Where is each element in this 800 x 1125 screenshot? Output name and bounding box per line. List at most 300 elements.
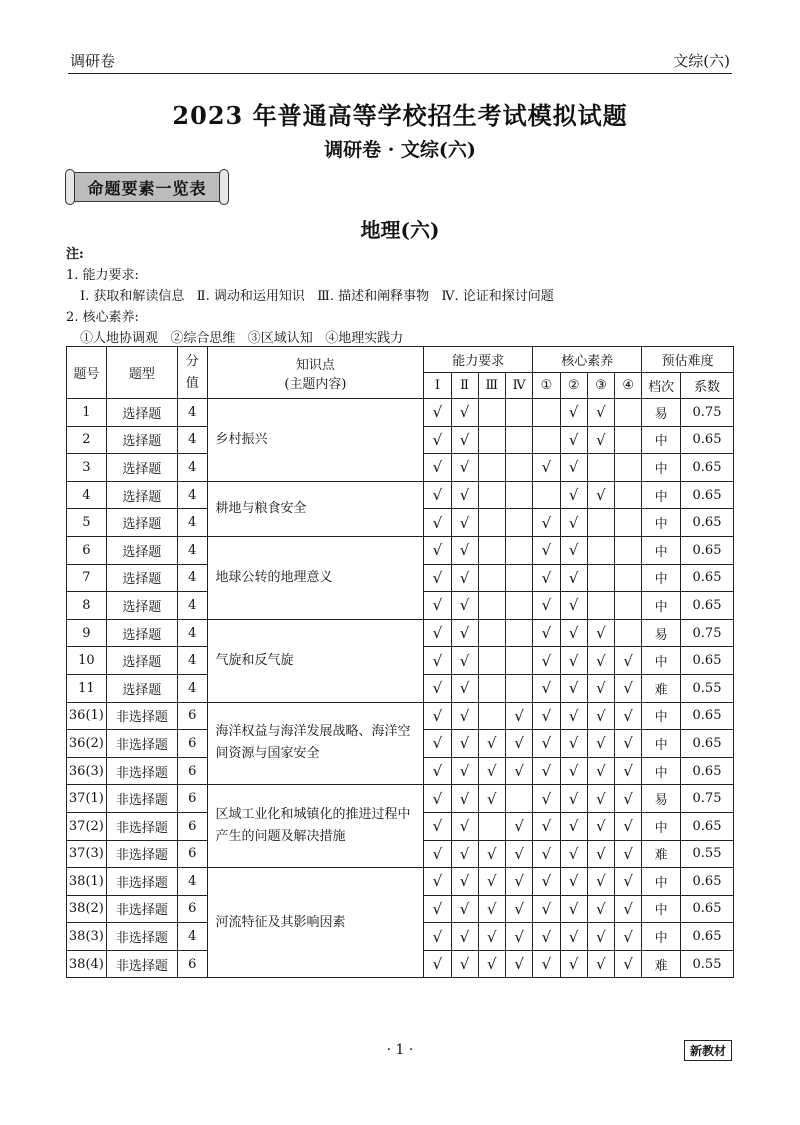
difficulty-coef: 0.65 [681, 647, 734, 675]
ability-check-cell: √ [424, 785, 451, 813]
ability-check-cell: √ [478, 785, 505, 813]
ability-check-cell: √ [424, 481, 451, 509]
knowledge-topic: 气旋和反气旋 [207, 619, 424, 702]
core-check-cell: √ [587, 674, 614, 702]
core-check-cell: √ [615, 674, 642, 702]
ability-check-cell: √ [451, 647, 478, 675]
ability-check-cell: √ [451, 564, 478, 592]
ability-check-cell: √ [424, 868, 451, 896]
difficulty-level: 中 [642, 454, 681, 482]
ability-check-cell: √ [424, 895, 451, 923]
ability-check-cell: √ [451, 481, 478, 509]
core-check-cell: √ [560, 647, 587, 675]
ability-check-cell: √ [424, 536, 451, 564]
ability-check-cell: √ [451, 619, 478, 647]
knowledge-topic: 河流特征及其影响因素 [207, 868, 424, 978]
difficulty-coef: 0.55 [681, 840, 734, 868]
header-ability-col: Ⅳ [505, 373, 532, 399]
ability-check-cell: √ [424, 950, 451, 978]
question-score: 4 [177, 619, 207, 647]
question-number: 37(3) [67, 840, 107, 868]
core-check-cell [615, 426, 642, 454]
knowledge-topic: 地球公转的地理意义 [207, 536, 424, 619]
core-check-cell: √ [587, 785, 614, 813]
ability-items: Ⅰ. 获取和解读信息 Ⅱ. 调动和运用知识 Ⅲ. 描述和阐释事物 Ⅳ. 论证和探讨问题 [80, 289, 554, 304]
knowledge-topic: 区域工业化和城镇化的推进过程中产生的问题及解决措施 [207, 785, 424, 868]
ability-check-cell [505, 647, 532, 675]
question-score: 4 [177, 536, 207, 564]
question-type: 非选择题 [106, 923, 177, 951]
question-number: 37(1) [67, 785, 107, 813]
ability-check-cell: √ [424, 399, 451, 427]
difficulty-coef: 0.65 [681, 592, 734, 620]
difficulty-level: 中 [642, 592, 681, 620]
core-check-cell: √ [560, 564, 587, 592]
difficulty-level: 中 [642, 923, 681, 951]
literacy-items: ①人地协调观 ②综合思维 ③区域认知 ④地理实践力 [80, 331, 404, 346]
difficulty-coef: 0.65 [681, 868, 734, 896]
ability-check-cell: √ [424, 509, 451, 537]
core-check-cell: √ [560, 509, 587, 537]
core-check-cell: √ [560, 619, 587, 647]
question-type: 选择题 [106, 536, 177, 564]
ability-check-cell: √ [478, 730, 505, 758]
core-check-cell [615, 592, 642, 620]
question-number: 11 [67, 674, 107, 702]
core-check-cell: √ [615, 730, 642, 758]
difficulty-coef: 0.65 [681, 481, 734, 509]
page-title: 2023 年普通高等学校招生考试模拟试题 [172, 101, 628, 130]
ability-check-cell: √ [424, 702, 451, 730]
header-core-col: ④ [615, 373, 642, 399]
difficulty-level: 中 [642, 564, 681, 592]
core-check-cell: √ [587, 702, 614, 730]
ability-check-cell: √ [505, 923, 532, 951]
core-check-cell: √ [587, 923, 614, 951]
question-type: 非选择题 [106, 812, 177, 840]
difficulty-level: 中 [642, 536, 681, 564]
header-core: 核心素养 [533, 347, 642, 373]
difficulty-coef: 0.65 [681, 564, 734, 592]
ability-check-cell: √ [505, 757, 532, 785]
core-check-cell: √ [587, 757, 614, 785]
ability-check-cell: √ [451, 840, 478, 868]
question-type: 非选择题 [106, 785, 177, 813]
difficulty-coef: 0.65 [681, 923, 734, 951]
ability-check-cell: √ [451, 868, 478, 896]
core-check-cell: √ [560, 923, 587, 951]
section-banner [70, 172, 224, 202]
ability-label: 1. 能力要求: [66, 268, 139, 283]
ability-check-cell: √ [451, 950, 478, 978]
core-check-cell: √ [533, 840, 560, 868]
core-check-cell: √ [615, 950, 642, 978]
core-check-cell: √ [533, 509, 560, 537]
ability-check-cell [478, 647, 505, 675]
core-check-cell: √ [533, 536, 560, 564]
ability-check-cell [478, 536, 505, 564]
question-type: 选择题 [106, 399, 177, 427]
ability-check-cell [478, 619, 505, 647]
header-diff-col: 系数 [681, 373, 734, 399]
page-number: · 1 · [386, 1042, 414, 1058]
core-check-cell: √ [560, 757, 587, 785]
core-check-cell: √ [615, 895, 642, 923]
header-right: 文综(六) [673, 52, 730, 70]
question-number: 36(3) [67, 757, 107, 785]
core-check-cell: √ [533, 785, 560, 813]
difficulty-level: 难 [642, 674, 681, 702]
ability-check-cell: √ [424, 923, 451, 951]
knowledge-topic: 耕地与粮食安全 [207, 481, 424, 536]
core-check-cell: √ [560, 454, 587, 482]
ability-check-cell [505, 592, 532, 620]
header-core-col: ② [560, 373, 587, 399]
question-score: 4 [177, 509, 207, 537]
ability-check-cell: √ [505, 812, 532, 840]
core-check-cell: √ [533, 812, 560, 840]
core-check-cell [615, 536, 642, 564]
core-check-cell: √ [615, 647, 642, 675]
table-row [67, 399, 734, 427]
ability-check-cell: √ [451, 399, 478, 427]
table-row [67, 702, 734, 730]
question-type: 选择题 [106, 481, 177, 509]
header-core-col: ① [533, 373, 560, 399]
question-number: 37(2) [67, 812, 107, 840]
ability-check-cell: √ [451, 923, 478, 951]
ability-check-cell [505, 399, 532, 427]
question-number: 38(1) [67, 868, 107, 896]
difficulty-coef: 0.65 [681, 895, 734, 923]
core-check-cell: √ [560, 674, 587, 702]
ability-check-cell: √ [505, 895, 532, 923]
header-difficulty: 预估难度 [642, 347, 734, 373]
core-check-cell: √ [615, 757, 642, 785]
core-check-cell [533, 426, 560, 454]
core-check-cell [615, 619, 642, 647]
difficulty-coef: 0.75 [681, 399, 734, 427]
ability-check-cell [478, 399, 505, 427]
core-check-cell: √ [533, 950, 560, 978]
core-check-cell: √ [560, 950, 587, 978]
core-check-cell [587, 536, 614, 564]
core-check-cell [587, 509, 614, 537]
question-score: 4 [177, 674, 207, 702]
question-score: 4 [177, 923, 207, 951]
ability-check-cell: √ [505, 950, 532, 978]
core-check-cell: √ [587, 426, 614, 454]
question-type: 非选择题 [106, 895, 177, 923]
question-score: 4 [177, 564, 207, 592]
difficulty-coef: 0.65 [681, 757, 734, 785]
ability-check-cell: √ [451, 730, 478, 758]
table-body [67, 399, 734, 978]
question-score: 6 [177, 812, 207, 840]
question-type: 选择题 [106, 619, 177, 647]
difficulty-level: 中 [642, 730, 681, 758]
core-check-cell: √ [615, 812, 642, 840]
difficulty-coef: 0.55 [681, 674, 734, 702]
question-type: 非选择题 [106, 757, 177, 785]
knowledge-topic: 海洋权益与海洋发展战略、海洋空间资源与国家安全 [207, 702, 424, 785]
ability-check-cell: √ [478, 868, 505, 896]
header-diff-col: 档次 [642, 373, 681, 399]
difficulty-level: 中 [642, 426, 681, 454]
ability-check-cell: √ [478, 923, 505, 951]
question-score: 4 [177, 454, 207, 482]
page-header [68, 48, 732, 74]
question-number: 1 [67, 399, 107, 427]
header-ability-col: Ⅰ [424, 373, 451, 399]
question-number: 3 [67, 454, 107, 482]
ability-check-cell: √ [424, 426, 451, 454]
core-check-cell: √ [533, 730, 560, 758]
header-core-col: ③ [587, 373, 614, 399]
ability-check-cell [505, 674, 532, 702]
core-check-cell: √ [587, 812, 614, 840]
core-check-cell: √ [615, 923, 642, 951]
ability-check-cell: √ [451, 757, 478, 785]
question-score: 6 [177, 757, 207, 785]
question-score: 4 [177, 399, 207, 427]
difficulty-coef: 0.65 [681, 426, 734, 454]
table-row [67, 619, 734, 647]
ability-check-cell: √ [451, 702, 478, 730]
core-check-cell: √ [615, 840, 642, 868]
core-check-cell: √ [615, 785, 642, 813]
core-check-cell: √ [560, 399, 587, 427]
ability-check-cell: √ [451, 592, 478, 620]
question-type: 选择题 [106, 674, 177, 702]
core-check-cell: √ [533, 454, 560, 482]
header-ability-col: Ⅱ [451, 373, 478, 399]
ability-check-cell [478, 812, 505, 840]
ability-check-cell [505, 536, 532, 564]
difficulty-coef: 0.65 [681, 536, 734, 564]
core-check-cell: √ [560, 426, 587, 454]
page-subtitle: 调研卷 · 文综(六) [324, 139, 476, 161]
ability-check-cell [478, 564, 505, 592]
core-check-cell [587, 454, 614, 482]
ability-check-cell: √ [505, 868, 532, 896]
question-number: 9 [67, 619, 107, 647]
header-knowledge [207, 347, 424, 399]
difficulty-level: 易 [642, 619, 681, 647]
core-check-cell: √ [587, 647, 614, 675]
ability-check-cell [505, 785, 532, 813]
ability-check-cell [478, 674, 505, 702]
question-type: 选择题 [106, 647, 177, 675]
difficulty-level: 中 [642, 757, 681, 785]
difficulty-level: 中 [642, 702, 681, 730]
core-check-cell: √ [587, 895, 614, 923]
difficulty-level: 中 [642, 812, 681, 840]
question-type: 非选择题 [106, 868, 177, 896]
difficulty-level: 中 [642, 868, 681, 896]
core-check-cell: √ [533, 868, 560, 896]
ability-check-cell [478, 454, 505, 482]
question-number: 38(3) [67, 923, 107, 951]
question-number: 2 [67, 426, 107, 454]
question-score: 6 [177, 730, 207, 758]
ability-check-cell: √ [424, 619, 451, 647]
core-check-cell: √ [587, 950, 614, 978]
core-check-cell: √ [587, 481, 614, 509]
core-check-cell: √ [560, 481, 587, 509]
header-num: 题号 [67, 347, 107, 399]
ability-check-cell [505, 426, 532, 454]
core-check-cell [615, 564, 642, 592]
core-check-cell [615, 454, 642, 482]
ability-check-cell: √ [451, 536, 478, 564]
difficulty-level: 中 [642, 895, 681, 923]
ability-check-cell: √ [478, 895, 505, 923]
ability-check-cell: √ [451, 895, 478, 923]
difficulty-level: 难 [642, 950, 681, 978]
core-check-cell: √ [560, 730, 587, 758]
core-check-cell: √ [587, 840, 614, 868]
ability-check-cell [505, 454, 532, 482]
question-score: 6 [177, 895, 207, 923]
core-check-cell [615, 481, 642, 509]
core-check-cell: √ [533, 923, 560, 951]
core-check-cell: √ [560, 592, 587, 620]
notes [66, 244, 554, 349]
core-check-cell: √ [560, 868, 587, 896]
question-number: 36(2) [67, 730, 107, 758]
literacy-label: 2. 核心素养: [66, 310, 139, 325]
difficulty-level: 中 [642, 647, 681, 675]
core-check-cell: √ [533, 564, 560, 592]
ability-check-cell [478, 592, 505, 620]
question-score: 4 [177, 481, 207, 509]
ability-check-cell: √ [424, 840, 451, 868]
ability-check-cell: √ [478, 757, 505, 785]
core-check-cell [533, 481, 560, 509]
question-number: 7 [67, 564, 107, 592]
table-row [67, 481, 734, 509]
difficulty-level: 中 [642, 481, 681, 509]
knowledge-topic: 乡村振兴 [207, 399, 424, 482]
ability-check-cell: √ [478, 840, 505, 868]
header-score: 分值 [177, 347, 207, 399]
difficulty-level: 易 [642, 785, 681, 813]
core-check-cell [615, 509, 642, 537]
core-check-cell: √ [560, 895, 587, 923]
difficulty-coef: 0.65 [681, 702, 734, 730]
question-type: 选择题 [106, 454, 177, 482]
question-score: 6 [177, 840, 207, 868]
ability-check-cell [478, 426, 505, 454]
core-check-cell: √ [533, 702, 560, 730]
question-number: 36(1) [67, 702, 107, 730]
question-number: 6 [67, 536, 107, 564]
question-type: 选择题 [106, 564, 177, 592]
header-left: 调研卷 [70, 52, 116, 70]
core-check-cell: √ [615, 868, 642, 896]
header-knowledge-title: 知识点 [295, 357, 335, 373]
ability-check-cell: √ [424, 647, 451, 675]
question-type: 非选择题 [106, 950, 177, 978]
question-number: 10 [67, 647, 107, 675]
notes-label: 注: [66, 247, 84, 262]
difficulty-coef: 0.65 [681, 812, 734, 840]
core-check-cell: √ [533, 592, 560, 620]
difficulty-coef: 0.65 [681, 509, 734, 537]
core-check-cell: √ [560, 785, 587, 813]
core-check-cell: √ [560, 840, 587, 868]
difficulty-level: 难 [642, 840, 681, 868]
core-check-cell: √ [533, 619, 560, 647]
ability-check-cell [505, 509, 532, 537]
core-check-cell [533, 399, 560, 427]
ability-check-cell: √ [505, 702, 532, 730]
question-score: 6 [177, 785, 207, 813]
ability-check-cell: √ [478, 950, 505, 978]
header-ability: 能力要求 [424, 347, 533, 373]
question-score: 4 [177, 592, 207, 620]
core-check-cell [587, 564, 614, 592]
difficulty-coef: 0.55 [681, 950, 734, 978]
section-title: 地理(六) [360, 218, 440, 242]
core-check-cell: √ [587, 619, 614, 647]
question-score: 4 [177, 647, 207, 675]
banner-text: 命题要素一览表 [87, 179, 207, 198]
question-type: 选择题 [106, 592, 177, 620]
elements-table [66, 346, 734, 978]
question-number: 38(2) [67, 895, 107, 923]
header-ability-col: Ⅲ [478, 373, 505, 399]
question-score: 4 [177, 426, 207, 454]
ability-check-cell: √ [424, 812, 451, 840]
core-check-cell: √ [615, 702, 642, 730]
question-number: 5 [67, 509, 107, 537]
difficulty-coef: 0.65 [681, 730, 734, 758]
core-check-cell: √ [560, 536, 587, 564]
core-check-cell [615, 399, 642, 427]
ability-check-cell [505, 619, 532, 647]
question-number: 8 [67, 592, 107, 620]
ability-check-cell: √ [451, 674, 478, 702]
header-knowledge-sub: (主题内容) [284, 376, 347, 392]
edition-badge: 新教材 [684, 1040, 732, 1061]
ability-check-cell [505, 481, 532, 509]
ability-check-cell: √ [505, 730, 532, 758]
question-number: 38(4) [67, 950, 107, 978]
difficulty-level: 中 [642, 509, 681, 537]
ability-check-cell: √ [424, 757, 451, 785]
ability-check-cell [478, 702, 505, 730]
table-row [67, 868, 734, 896]
ability-check-cell: √ [424, 564, 451, 592]
core-check-cell: √ [560, 702, 587, 730]
ability-check-cell: √ [424, 674, 451, 702]
difficulty-coef: 0.65 [681, 454, 734, 482]
core-check-cell: √ [533, 647, 560, 675]
difficulty-coef: 0.75 [681, 785, 734, 813]
difficulty-coef: 0.75 [681, 619, 734, 647]
core-check-cell: √ [587, 399, 614, 427]
core-check-cell: √ [587, 868, 614, 896]
question-score: 6 [177, 950, 207, 978]
ability-check-cell: √ [424, 454, 451, 482]
question-type: 非选择题 [106, 840, 177, 868]
question-type: 选择题 [106, 509, 177, 537]
ability-check-cell: √ [424, 730, 451, 758]
difficulty-level: 易 [642, 399, 681, 427]
question-score: 4 [177, 868, 207, 896]
